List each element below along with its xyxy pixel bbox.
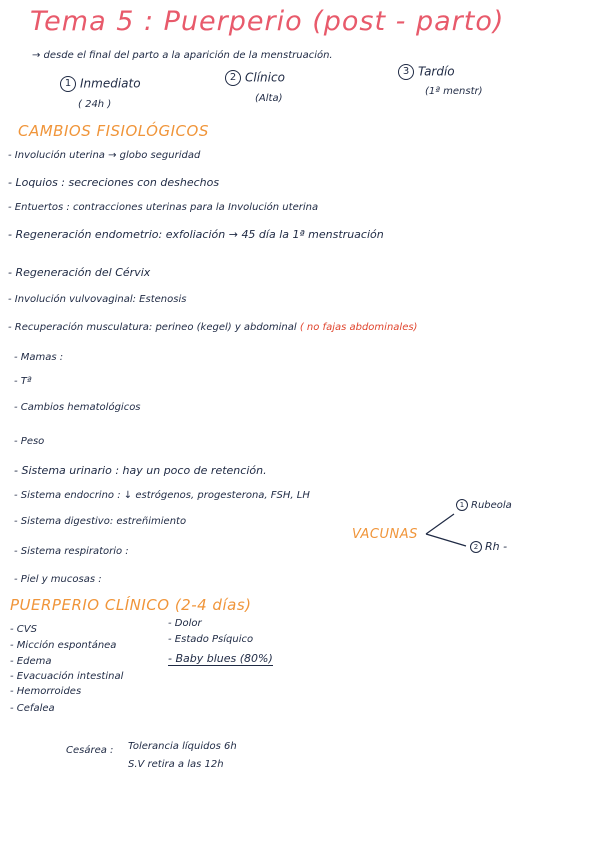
phase-2-name: Clínico [245, 70, 285, 85]
clinic-dolor: - Dolor [168, 618, 202, 629]
vaccine-2-number: 2 [470, 541, 482, 553]
clinic-cvs: - CVS [10, 624, 37, 635]
vaccines-label: VACUNAS [352, 527, 418, 542]
change-hematologicos: - Cambios hematológicos [14, 402, 141, 413]
change-regeneracion-cervix: - Regeneración del Cérvix [8, 266, 151, 279]
section-title-puerperio-clinico: PUERPERIO CLÍNICO (2-4 días) [10, 596, 252, 614]
section-title-cambios: CAMBIOS FISIOLÓGICOS [18, 122, 209, 140]
phase-1-number: 1 [60, 76, 76, 92]
phase-2 [225, 70, 285, 86]
clinic-miccion: - Micción espontánea [10, 640, 117, 651]
change-piel: - Piel y mucosas : [14, 574, 102, 585]
change-digestivo: - Sistema digestivo: estreñimiento [14, 516, 187, 527]
phase-3-note: (1ª menstr) [425, 86, 483, 97]
change-peso: - Peso [14, 436, 45, 447]
phase-3-name: Tardío [418, 64, 455, 79]
vaccine-1-name: Rubeola [471, 500, 512, 511]
phase-1-note: ( 24h ) [78, 99, 112, 110]
vaccine-2 [470, 540, 507, 553]
page-title: Tema 5 : Puerperio (post - parto) [30, 6, 505, 37]
intro-text: → desde el final del parto a la aparición de la menstruación. [32, 50, 333, 61]
cesarea-line-1: Tolerancia líquidos 6h [128, 741, 237, 752]
change-involucion: - Involución uterina → globo seguridad [8, 150, 201, 161]
change-recuperacion-musculatura [8, 322, 417, 333]
vaccine-1 [456, 499, 512, 511]
cesarea-label: Cesárea : [66, 745, 114, 756]
change-loquios: - Loquios : secreciones con deshechos [8, 176, 220, 189]
clinic-cefalea: - Cefalea [10, 703, 55, 714]
clinic-hemorroides: - Hemorroides [10, 686, 82, 697]
baby-blues-text: - Baby blues (80%) [168, 652, 273, 665]
change-involucion-vulvovaginal: - Involución vulvovaginal: Estenosis [8, 294, 187, 305]
vaccine-2-name: Rh - [485, 540, 508, 553]
abdominal-note: ( no fajas abdominales) [299, 322, 418, 333]
clinic-estado-psiquico: - Estado Psíquico [168, 634, 254, 645]
clinic-edema: - Edema [10, 656, 52, 667]
change-regeneracion-endometrio: - Regeneración endometrio: exfoliación → 45 día la 1ª menstruación [8, 228, 384, 241]
clinic-evacuacion: - Evacuación intestinal [10, 671, 124, 682]
change-mamas: - Mamas : [14, 352, 64, 363]
change-endocrino: - Sistema endocrino : ↓ estrógenos, progesterona, FSH, LH [14, 490, 310, 501]
phase-3-number: 3 [398, 64, 414, 80]
phase-3 [398, 64, 455, 80]
change-respiratorio: - Sistema respiratorio : [14, 546, 129, 557]
phase-1-name: Inmediato [80, 76, 141, 91]
cesarea-line-2: S.V retira a las 12h [128, 759, 224, 770]
phase-2-number: 2 [225, 70, 241, 86]
phase-1 [60, 76, 141, 92]
recuperacion-text: - Recuperación musculatura: perineo (kegel) y abdominal [8, 322, 297, 333]
change-entuertos: - Entuertos : contracciones uterinas para la Involución uterina [8, 202, 319, 213]
change-temperatura: - Tª [14, 376, 32, 387]
change-urinario: - Sistema urinario : hay un poco de retención. [14, 464, 267, 477]
vaccine-1-number: 1 [456, 499, 468, 511]
clinic-baby-blues [168, 652, 273, 665]
phase-2-note: (Alta) [255, 93, 283, 104]
